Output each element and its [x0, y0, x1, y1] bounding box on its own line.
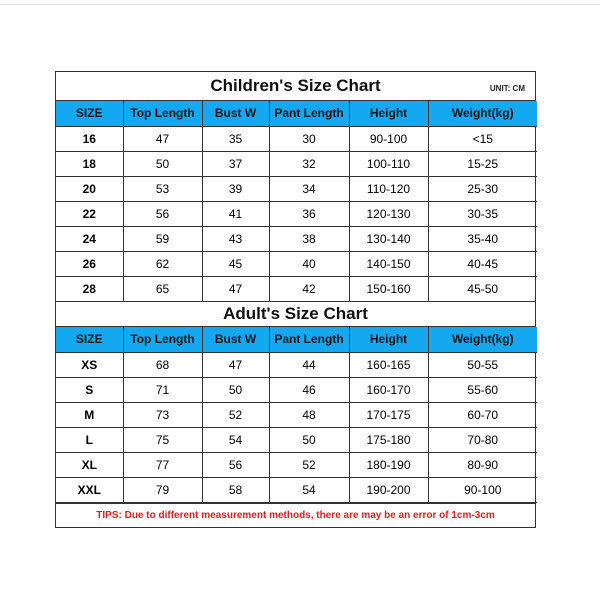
weight-cell: 55-60 — [428, 377, 537, 402]
header-weight: Weight(kg) — [428, 101, 537, 126]
size-chart — [55, 71, 536, 528]
pant-length-cell: 36 — [269, 201, 349, 226]
header-height: Height — [349, 101, 428, 126]
table-row — [56, 276, 537, 301]
height-cell: 140-150 — [349, 251, 428, 276]
size-cell: XS — [56, 352, 123, 377]
children-size-table — [56, 101, 537, 301]
bust-cell: 58 — [202, 477, 269, 502]
height-cell: 175-180 — [349, 427, 428, 452]
top-length-cell: 71 — [123, 377, 202, 402]
table-row — [56, 352, 537, 377]
bust-cell: 37 — [202, 151, 269, 176]
height-cell: 180-190 — [349, 452, 428, 477]
weight-cell: 60-70 — [428, 402, 537, 427]
height-cell: 110-120 — [349, 176, 428, 201]
header-bust-w: Bust W — [202, 101, 269, 126]
top-length-cell: 50 — [123, 151, 202, 176]
header-top-length: Top Length — [123, 327, 202, 352]
height-cell: 150-160 — [349, 276, 428, 301]
pant-length-cell: 42 — [269, 276, 349, 301]
pant-length-cell: 30 — [269, 126, 349, 151]
tips-text: TIPS: Due to different measurement methods, there are may be an error of 1cm-3cm — [96, 509, 495, 521]
size-cell: XXL — [56, 477, 123, 502]
top-length-cell: 56 — [123, 201, 202, 226]
pant-length-cell: 40 — [269, 251, 349, 276]
pant-length-cell: 34 — [269, 176, 349, 201]
header-size: SIZE — [56, 101, 123, 126]
table-row — [56, 427, 537, 452]
size-cell: L — [56, 427, 123, 452]
weight-cell: 80-90 — [428, 452, 537, 477]
bust-cell: 47 — [202, 276, 269, 301]
adult-header-row — [56, 327, 537, 352]
table-row — [56, 151, 537, 176]
top-length-cell: 75 — [123, 427, 202, 452]
weight-cell: 70-80 — [428, 427, 537, 452]
table-row — [56, 251, 537, 276]
top-length-cell: 68 — [123, 352, 202, 377]
pant-length-cell: 50 — [269, 427, 349, 452]
pant-length-cell: 54 — [269, 477, 349, 502]
weight-cell: <15 — [428, 126, 537, 151]
size-cell: 20 — [56, 176, 123, 201]
bust-cell: 47 — [202, 352, 269, 377]
top-length-cell: 47 — [123, 126, 202, 151]
bust-cell: 56 — [202, 452, 269, 477]
children-header-row — [56, 101, 537, 126]
table-row — [56, 176, 537, 201]
weight-cell: 25-30 — [428, 176, 537, 201]
bust-cell: 35 — [202, 126, 269, 151]
top-length-cell: 62 — [123, 251, 202, 276]
top-length-cell: 79 — [123, 477, 202, 502]
pant-length-cell: 46 — [269, 377, 349, 402]
height-cell: 130-140 — [349, 226, 428, 251]
header-top-length: Top Length — [123, 101, 202, 126]
pant-length-cell: 44 — [269, 352, 349, 377]
weight-cell: 30-35 — [428, 201, 537, 226]
pant-length-cell: 32 — [269, 151, 349, 176]
height-cell: 160-170 — [349, 377, 428, 402]
top-length-cell: 59 — [123, 226, 202, 251]
header-pant-length: Pant Length — [269, 327, 349, 352]
top-divider — [0, 4, 600, 5]
adult-size-table — [56, 327, 537, 503]
adult-title-row — [56, 301, 535, 327]
height-cell: 90-100 — [349, 126, 428, 151]
height-cell: 160-165 — [349, 352, 428, 377]
pant-length-cell: 52 — [269, 452, 349, 477]
size-cell: 22 — [56, 201, 123, 226]
weight-cell: 40-45 — [428, 251, 537, 276]
bust-cell: 52 — [202, 402, 269, 427]
weight-cell: 15-25 — [428, 151, 537, 176]
table-row — [56, 402, 537, 427]
weight-cell: 45-50 — [428, 276, 537, 301]
bust-cell: 50 — [202, 377, 269, 402]
size-cell: 18 — [56, 151, 123, 176]
weight-cell: 35-40 — [428, 226, 537, 251]
bust-cell: 41 — [202, 201, 269, 226]
header-bust-w: Bust W — [202, 327, 269, 352]
weight-cell: 90-100 — [428, 477, 537, 502]
bust-cell: 39 — [202, 176, 269, 201]
height-cell: 100-110 — [349, 151, 428, 176]
size-cell: 24 — [56, 226, 123, 251]
weight-cell: 50-55 — [428, 352, 537, 377]
height-cell: 190-200 — [349, 477, 428, 502]
top-length-cell: 53 — [123, 176, 202, 201]
bust-cell: 45 — [202, 251, 269, 276]
table-row — [56, 377, 537, 402]
children-chart-title: Children's Size Chart — [210, 76, 381, 95]
unit-label: UNIT: CM — [489, 84, 525, 93]
top-length-cell: 73 — [123, 402, 202, 427]
pant-length-cell: 48 — [269, 402, 349, 427]
adult-chart-title: Adult's Size Chart — [223, 304, 368, 323]
table-row — [56, 226, 537, 251]
bust-cell: 43 — [202, 226, 269, 251]
height-cell: 170-175 — [349, 402, 428, 427]
size-cell: M — [56, 402, 123, 427]
size-cell: 16 — [56, 126, 123, 151]
size-cell: S — [56, 377, 123, 402]
size-cell: XL — [56, 452, 123, 477]
header-size: SIZE — [56, 327, 123, 352]
size-cell: 28 — [56, 276, 123, 301]
header-height: Height — [349, 327, 428, 352]
table-row — [56, 477, 537, 502]
height-cell: 120-130 — [349, 201, 428, 226]
header-pant-length: Pant Length — [269, 101, 349, 126]
header-weight: Weight(kg) — [428, 327, 537, 352]
top-length-cell: 65 — [123, 276, 202, 301]
children-title-row — [56, 72, 535, 101]
tips-row — [56, 503, 535, 527]
pant-length-cell: 38 — [269, 226, 349, 251]
bust-cell: 54 — [202, 427, 269, 452]
table-row — [56, 201, 537, 226]
table-row — [56, 452, 537, 477]
top-length-cell: 77 — [123, 452, 202, 477]
table-row — [56, 126, 537, 151]
size-cell: 26 — [56, 251, 123, 276]
